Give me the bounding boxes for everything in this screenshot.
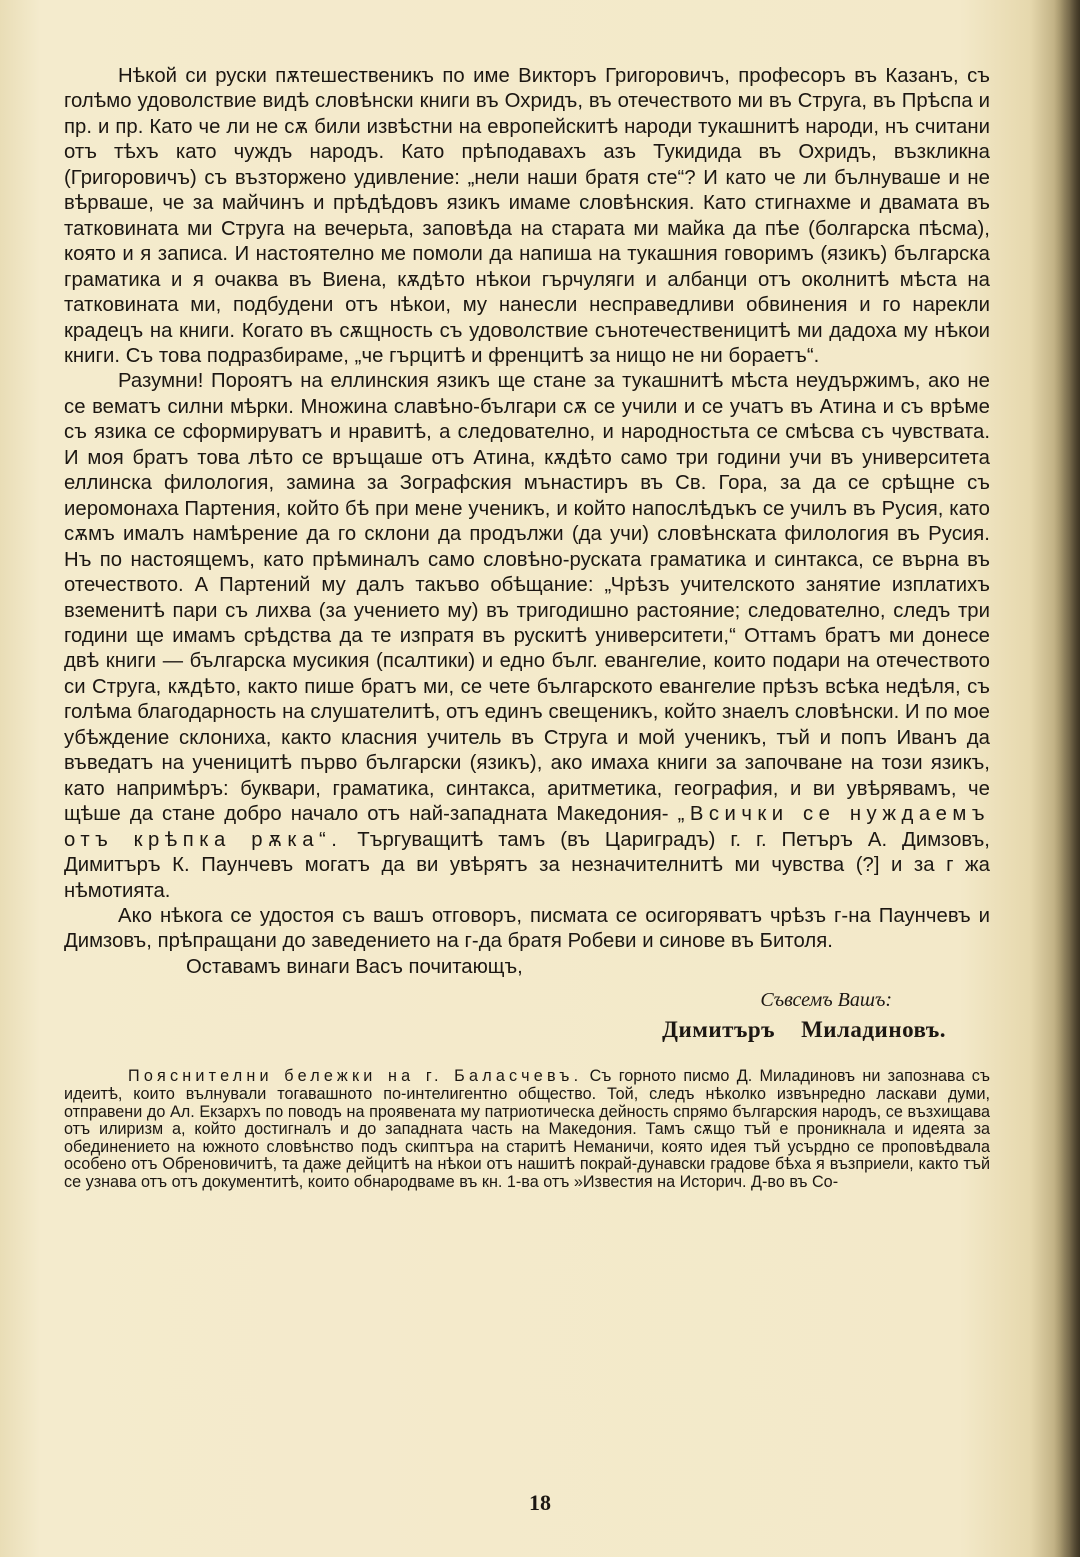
letter-paragraph: Ако нѣкога се удостоя съ вашъ отговоръ, писмата се осигоряватъ чрѣзъ г-на Паунчевъ и Димзовъ, прѣпращани до заведението на г-да братя Робеви и синове въ Битоля.: [64, 904, 990, 953]
signature-phrase: Съвсемъ Вашъ:: [760, 989, 892, 1012]
notes-text: Съ горното писмо Д. Миладиновъ ни запознава съ идеитѣ, които вълнували тогавашното по-интелигентно общество. Той, следъ нѣколко извънредно ласкави думи, отправени до Ал. Екзархъ по поводъ на проявената му патриотическа дейность спрямо българския народъ, се възхищава отъ илиризм а, който достигналъ и до западната часть на Македония. Тамъ сѫщо тъй е проникнала и идеята за обединението на южното словѣнство подъ скиптъра на старитѣ Неманичи, която идея тъй усърдно се проповѣдвала особено отъ Обреновичитѣ, та даже дейцитѣ на нѣкои отъ нашитѣ покрай-дунавски градове бѣха я възприели, както тъй се узнава отъ отъ документитѣ, които обнародваме въ кн. 1-ва отъ »Известия на Историч. Д-во въ Со-: [64, 1067, 991, 1191]
page-content: [64, 64, 990, 1191]
letter-paragraph: Нѣкой си руски пѫтешественикъ по име Викторъ Григоровичъ, професоръ въ Казанъ, съ голѣмо удоволствие видѣ словѣнски книги въ Охридъ, въ отечеството ми въ Струга, въ Прѣспа и пр. и пр. Като че ли не сѫ били извѣстни на европейскитѣ народи тукашнитѣ народи, нъ считани отъ тѣхъ като чуждъ народъ. Като прѣподавахъ азъ Тукидида въ Охридъ, възкликна (Григоровичъ) съ възторжено удивление: „нели наши братя сте“? И като че ли бълнуваше и не вѣрваше, че за майчинъ и прѣдѣдовъ язикъ имаме словѣнския. Като стигнахме и двамата въ татковината ми Струга на вечерьта, заповѣда на старата ми майка да пѣе (болгарска пѣсма), която и я записа. И настоятелно ме помоли да напиша на тукашния говоримъ (язикъ) българска граматика и я очаква въ Виена, кѫдѣто нѣкои гърчуляги и албанци отъ околнитѣ мѣста на татковината ми, подбудени отъ нѣкои, му нанесли несправедливи обвинения и го нарекли крадецъ на книги. Когато въ сѫщность съ удоволствие сънотечественицитѣ ми дадоха му нѣкои книги. Съ това подразбираме, „че гърцитѣ и френцитѣ за нищо не ни бораетъ“.: [64, 65, 990, 367]
letter-quote: „Всички се нуждаемъ отъ крѣпка рѫка“.: [64, 803, 991, 851]
explanatory-notes: [64, 1068, 990, 1191]
page-number: 18: [529, 1490, 551, 1515]
letter-paragraph: [64, 369, 990, 904]
letter-body: [64, 64, 990, 955]
page-edge-shadow: [1054, 0, 1080, 1557]
letter-closing: Оставамъ винаги Васъ почитающъ,: [186, 955, 523, 978]
letter-paragraph-text: Разумни! Пороятъ на еллинския язикъ ще стане за тукашнитѣ мѣста неудържимъ, ако не се вематъ силни мѣрки. Множина славѣно-българи сѫ се учили и се учатъ въ Атина и съ врѣме съ язика се сформируватъ и нравитѣ, а следователно, и народностьта се смѣсва съ чувствата. И моя братъ това лѣто се връщаше отъ Атина, кѫдѣто само три години учи въ университета еллинска филология, замина за Зографския мънастиръ въ Св. Гора, за да се срѣщне съ иеромонаха Партения, който бѣ при мене ученикъ, и който напослѣдъкъ се училъ въ Русия, като сѫмъ ималъ намѣрение да го склони да продължи (да учи) словѣнската филология въ Русия. Нъ по настоящемъ, като прѣминалъ само словѣно-руската граматика и синтакса, се върна въ отечеството. А Партений му далъ такъво обѣщание: „Чрѣзъ учителското занятие изплатихъ вземенитѣ пари съ лихва (за учението му) въ тригодишно растояние; следователно, следъ три години ще имамъ срѣдства да те изпратя въ рускитѣ университети,“ Оттамъ братъ ми донесе двѣ книги — българска мусикия (псалтики) и едно бълг. евангелие, които подари на отечеството си Струга, кѫдѣто, както пише братъ ми, се чете българското евангелие прѣзъ всѣка недѣля, съ голѣма благодарность на слушателитѣ, отъ единъ свещеникъ, който знаелъ словѣнски. И по мое убѣждение склониха, както класния учитель въ Струга и мой ученикъ, тъй и попъ Иванъ да въведатъ на ученицитѣ първо български (язикъ), ако имаха книги за започване на този язикъ, като напримѣръ: буквари, граматика, синтакса, аритметика, география, и ви увѣрявамъ, че щѣше да стане добро начало отъ най-западната Македония-: [64, 370, 990, 826]
notes-heading: Пояснителни бележки на г. Баласчевъ.: [128, 1067, 583, 1086]
letter-after-quote: Търгуващитѣ тамъ (въ Цариградъ) г. г. Петъръ А. Димзовъ, Димитъръ К. Паунчевъ могатъ да ви увѣрятъ за незначителнитѣ ми чувства (?] и за г жа нѣмотията.: [64, 828, 990, 902]
signature-name: [64, 1014, 990, 1046]
signature-first-name: Димитъръ: [662, 1017, 776, 1043]
signature-last-name: Миладиновъ.: [801, 1017, 946, 1043]
